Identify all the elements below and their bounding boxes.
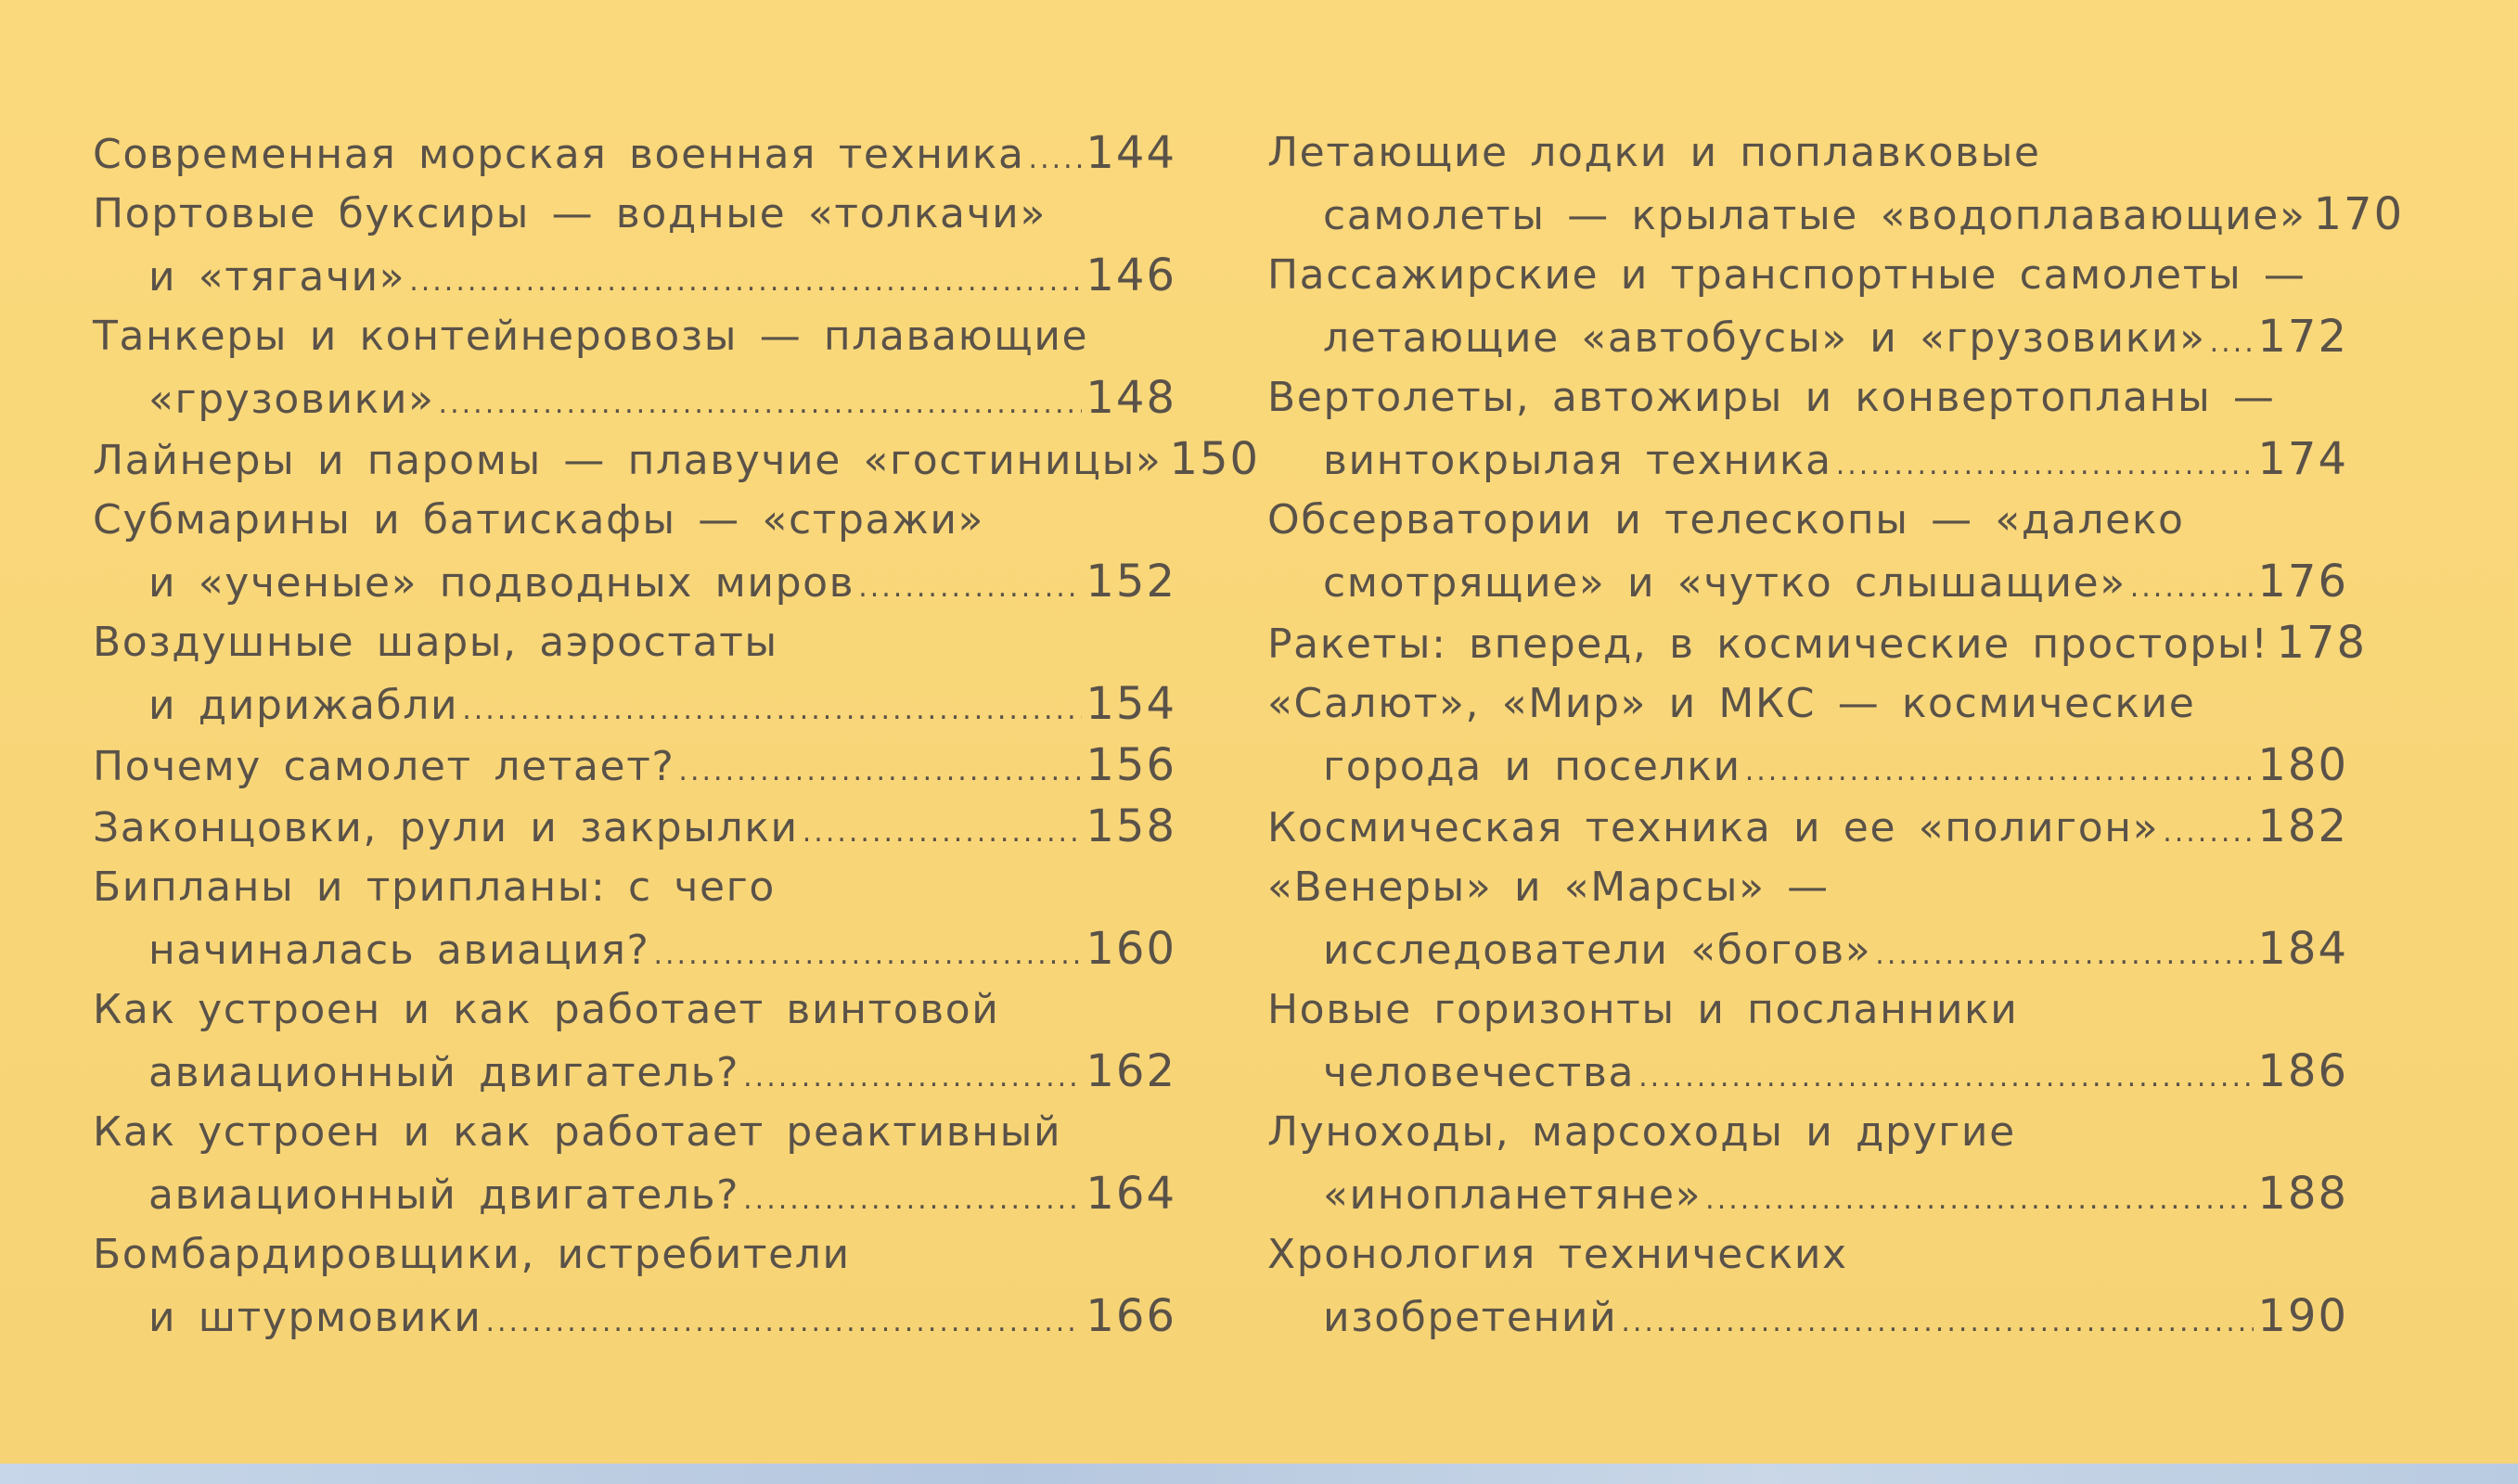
toc-entry-continuation-line xyxy=(1267,306,2348,367)
toc-entry-text: «грузовики» xyxy=(148,376,435,423)
toc-entry-text: человечества xyxy=(1323,1049,1636,1096)
toc-entry[interactable] xyxy=(1267,1102,2348,1224)
toc-page-number: 146 xyxy=(1086,249,1176,301)
dot-leader xyxy=(1705,1170,2254,1231)
dot-leader xyxy=(1875,925,2254,986)
toc-entry-title-line xyxy=(1267,490,2348,551)
toc-entry-text: исследователи «богов» xyxy=(1323,927,1872,974)
toc-entry-text: Космическая техника и ее «полигон» xyxy=(1267,804,2160,851)
toc-page-number: 184 xyxy=(2257,923,2348,975)
toc-entry-text: Хронология технических xyxy=(1267,1231,1848,1278)
toc-entry[interactable] xyxy=(93,490,1176,612)
toc-entry-title-line xyxy=(93,979,1176,1041)
toc-entry[interactable] xyxy=(1267,857,2348,979)
toc-entry[interactable] xyxy=(1267,367,2348,490)
toc-entry-title-line xyxy=(93,1102,1176,1163)
toc-page-number: 156 xyxy=(1086,739,1176,791)
toc-entry-title-line xyxy=(1267,367,2348,429)
toc-entry-title-line xyxy=(1267,612,2368,673)
toc-entry-text: Вертолеты, автожиры и конвертопланы — xyxy=(1267,374,2276,421)
toc-entry-text: Танкеры и контейнеровозы — плавающие xyxy=(93,313,1089,360)
toc-entry-text: Лайнеры и паромы — плавучие «гостиницы» xyxy=(93,437,1163,484)
dot-leader xyxy=(653,925,1082,986)
toc-entry[interactable] xyxy=(1267,612,2368,673)
toc-page-number: 172 xyxy=(2257,311,2348,363)
toc-entry-text: летающие «автобусы» и «грузовики» xyxy=(1323,314,2206,362)
toc-entry-title-line xyxy=(1267,979,2348,1041)
toc-entry-title-line xyxy=(93,612,1176,673)
toc-page-number: 176 xyxy=(2257,556,2348,608)
toc-entry[interactable] xyxy=(93,306,1176,429)
toc-column-left xyxy=(93,122,1261,1347)
toc-entry-title-line xyxy=(93,306,1176,367)
toc-entry-text: авиационный двигатель? xyxy=(148,1171,740,1219)
toc-entry-text: Воздушные шары, аэростаты xyxy=(93,619,778,666)
toc-entry-text: Как устроен и как работает реактивный xyxy=(93,1108,1062,1156)
page-edge-strip xyxy=(0,1464,2518,1484)
dot-leader xyxy=(1029,129,1083,190)
toc-entry-text: авиационный двигатель? xyxy=(148,1049,740,1096)
toc-entry-text: Летающие лодки и поплавковые xyxy=(1267,129,2041,176)
toc-entry-text: «инопланетяне» xyxy=(1323,1171,1702,1219)
toc-entry-text: Законцовки, рули и закрылки xyxy=(93,804,799,851)
toc-entry-title-line xyxy=(1267,857,2348,918)
toc-entry[interactable] xyxy=(93,612,1176,735)
toc-entry-title-line xyxy=(93,796,1176,857)
toc-entry-title-line xyxy=(93,735,1176,796)
toc-entry-text: винтокрылая техника xyxy=(1323,437,1832,484)
dot-leader xyxy=(1836,435,2255,496)
toc-entry-text: Ракеты: вперед, в космические просторы! xyxy=(1267,620,2269,668)
toc-page-number: 154 xyxy=(1086,678,1176,730)
toc-entry[interactable] xyxy=(1267,245,2348,367)
dot-leader xyxy=(462,680,1082,741)
toc-entry-continuation-line xyxy=(1267,429,2348,490)
dot-leader xyxy=(2130,557,2255,619)
toc-page-number: 180 xyxy=(2257,739,2348,791)
toc-entry-continuation-line xyxy=(93,245,1176,306)
dot-leader xyxy=(803,802,1083,864)
toc-entry-continuation-line xyxy=(1267,184,2405,245)
toc-entry-continuation-line xyxy=(93,918,1176,979)
toc-entry-text: Новые горизонты и посланники xyxy=(1267,986,2019,1033)
toc-entry[interactable] xyxy=(93,979,1176,1102)
toc-entry-title-line xyxy=(93,184,1176,245)
dot-leader xyxy=(1745,741,2255,802)
toc-entry-text: Почему самолет летает? xyxy=(93,743,675,790)
toc-entry-continuation-line xyxy=(1267,1163,2348,1224)
toc-entry[interactable] xyxy=(93,1224,1176,1347)
toc-entry-text: смотрящие» и «чутко слышащие» xyxy=(1323,559,2126,607)
dot-leader xyxy=(1638,1047,2254,1108)
toc-page-number: 178 xyxy=(2276,617,2368,669)
toc-entry-title-line xyxy=(1267,1102,2348,1163)
toc-entry-title-line xyxy=(93,857,1176,918)
toc-entry-title-line xyxy=(1267,245,2348,306)
toc-page-number: 166 xyxy=(1086,1290,1176,1342)
toc-entry-continuation-line xyxy=(93,367,1176,429)
toc-entry-text: Портовые буксиры — водные «толкачи» xyxy=(93,190,1047,237)
toc-page-number: 148 xyxy=(1086,372,1176,424)
toc-page-number: 174 xyxy=(2257,433,2348,485)
toc-entry[interactable] xyxy=(1267,673,2348,796)
toc-entry-text: Обсерватории и телескопы — «далеко xyxy=(1267,496,2185,544)
toc-entry-continuation-line xyxy=(1267,918,2348,979)
toc-page-number: 152 xyxy=(1086,556,1176,608)
toc-entry-text: «Венеры» и «Марсы» — xyxy=(1267,864,1830,911)
toc-entry-text: и «ученые» подводных миров xyxy=(148,559,855,607)
toc-entry-text: и дирижабли xyxy=(148,682,459,729)
toc-entry[interactable] xyxy=(93,735,1176,796)
toc-entry-text: начиналась авиация? xyxy=(148,927,650,974)
toc-entry-title-line xyxy=(93,429,1261,490)
toc-entry[interactable] xyxy=(1267,979,2348,1102)
toc-entry[interactable] xyxy=(93,184,1176,306)
toc-entry-text: и штурмовики xyxy=(148,1294,482,1341)
dot-leader xyxy=(2163,802,2254,864)
toc-entry[interactable] xyxy=(93,429,1261,490)
toc-entry-text: и «тягачи» xyxy=(148,253,406,301)
toc-column-right xyxy=(1267,122,2405,1347)
dot-leader xyxy=(2210,313,2255,374)
toc-entry[interactable] xyxy=(1267,490,2348,612)
toc-entry[interactable] xyxy=(1267,796,2348,857)
toc-entry-title-line xyxy=(93,490,1176,551)
toc-entry-text: Пассажирские и транспортные самолеты — xyxy=(1267,251,2306,299)
dot-leader xyxy=(743,1047,1082,1108)
toc-entry-continuation-line xyxy=(1267,1286,2348,1347)
dot-leader xyxy=(858,557,1082,619)
toc-entry-continuation-line xyxy=(1267,1041,2348,1102)
toc-entry-text: Бомбардировщики, истребители xyxy=(93,1231,851,1278)
toc-entry[interactable] xyxy=(1267,122,2405,245)
toc-entry-text: Современная морская военная техника xyxy=(93,131,1025,178)
toc-page-number: 162 xyxy=(1086,1045,1176,1097)
toc-entry-continuation-line xyxy=(93,551,1176,612)
toc-entry-continuation-line xyxy=(1267,551,2348,612)
toc-entry-text: Луноходы, марсоходы и другие xyxy=(1267,1108,2016,1156)
dot-leader xyxy=(1621,1292,2254,1353)
toc-entry-title-line xyxy=(1267,796,2348,857)
toc-entry[interactable] xyxy=(93,1102,1176,1224)
dot-leader xyxy=(439,374,1083,435)
toc-entry-continuation-line xyxy=(1267,735,2348,796)
toc-entry-continuation-line xyxy=(93,1163,1176,1224)
toc-entry-text: города и поселки xyxy=(1323,743,1741,790)
toc-entry-title-line xyxy=(93,1224,1176,1286)
toc-entry[interactable] xyxy=(93,857,1176,979)
toc-page-number: 150 xyxy=(1169,433,1261,485)
toc-page-number: 158 xyxy=(1086,800,1176,852)
dot-leader xyxy=(743,1170,1082,1231)
toc-page-number: 164 xyxy=(1086,1168,1176,1220)
toc-entry-text: «Салют», «Мир» и МКС — космические xyxy=(1267,680,2196,727)
dot-leader xyxy=(678,741,1082,802)
toc-page-number: 160 xyxy=(1086,923,1176,975)
toc-page-number: 182 xyxy=(2257,800,2348,852)
toc-page-number: 186 xyxy=(2257,1045,2348,1097)
toc-entry[interactable] xyxy=(93,122,1176,184)
toc-entry-continuation-line xyxy=(93,1286,1176,1347)
toc-entry[interactable] xyxy=(1267,1224,2348,1347)
toc-entry-continuation-line xyxy=(93,1041,1176,1102)
toc-entry-text: самолеты — крылатые «водоплавающие» xyxy=(1323,192,2306,239)
toc-entry-text: Как устроен и как работает винтовой xyxy=(93,986,1000,1033)
toc-page-number: 190 xyxy=(2257,1290,2348,1342)
toc-entry-title-line xyxy=(1267,1224,2348,1286)
toc-entry-title-line xyxy=(93,122,1176,184)
toc-entry-text: изобретений xyxy=(1323,1294,1618,1341)
toc-entry-text: Субмарины и батискафы — «стражи» xyxy=(93,496,985,544)
toc-entry-text: Бипланы и трипланы: с чего xyxy=(93,864,776,911)
dot-leader xyxy=(485,1292,1082,1353)
toc-entry-title-line xyxy=(1267,673,2348,735)
toc-page-number: 170 xyxy=(2313,188,2405,240)
toc-page-number: 144 xyxy=(1086,127,1176,179)
toc-page-number: 188 xyxy=(2257,1168,2348,1220)
toc-entry-continuation-line xyxy=(93,673,1176,735)
toc-entry[interactable] xyxy=(93,796,1176,857)
toc-entry-title-line xyxy=(1267,122,2348,184)
dot-leader xyxy=(409,251,1082,313)
